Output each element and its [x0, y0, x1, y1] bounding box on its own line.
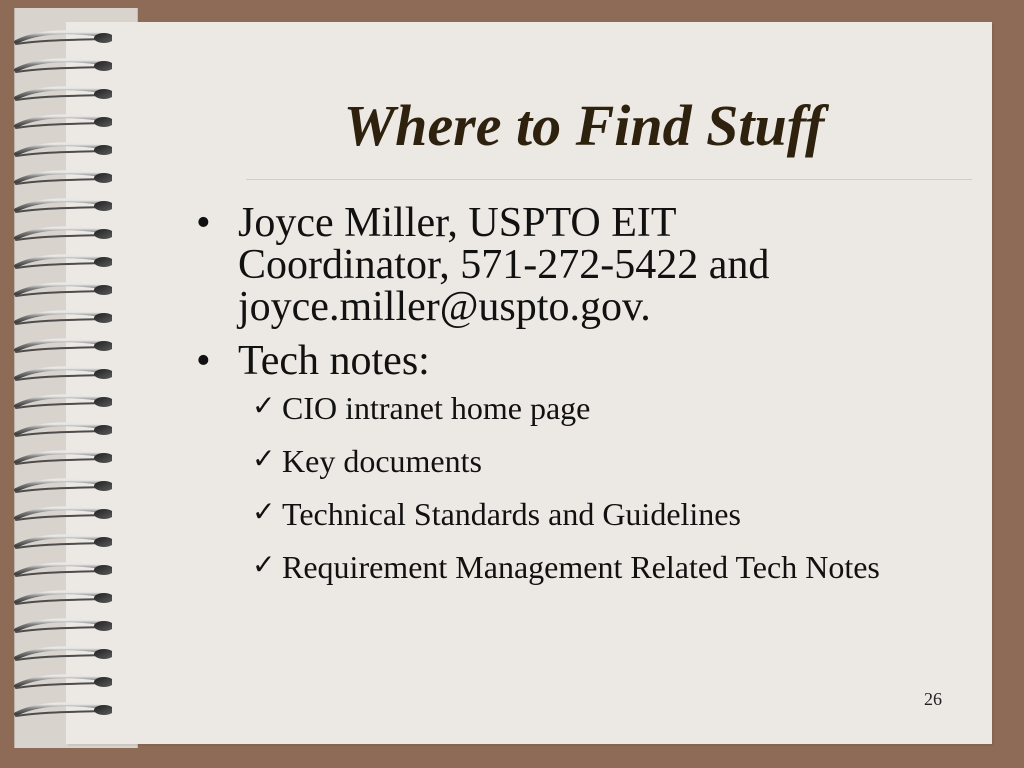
- tech-note-item-technical-standards: [252, 495, 966, 551]
- bullet-tech-notes: [196, 340, 966, 382]
- bullet-joyce-miller: [196, 202, 966, 328]
- bullet-dot-icon: •: [196, 200, 211, 246]
- spiral-ring: [16, 480, 112, 492]
- spiral-ring: [16, 256, 112, 268]
- spiral-ring: [16, 116, 112, 128]
- spiral-ring: [16, 368, 112, 380]
- title-divider: [246, 179, 972, 180]
- spiral-ring: [16, 424, 112, 436]
- spiral-ring: [16, 144, 112, 156]
- tech-note-item-requirement-management: [252, 548, 966, 604]
- spiral-ring: [16, 648, 112, 660]
- spiral-ring: [16, 228, 112, 240]
- check-mark-icon: ✓: [252, 389, 276, 422]
- slide-page: [66, 22, 992, 744]
- spiral-ring: [16, 200, 112, 212]
- spiral-binding-icon: [12, 28, 112, 740]
- spiral-ring: [16, 620, 112, 632]
- spiral-ring: [16, 396, 112, 408]
- tech-note-item-technical-standards-text: Technical Standards and Guidelines: [282, 496, 741, 532]
- spiral-ring: [16, 452, 112, 464]
- spiral-ring: [16, 508, 112, 520]
- slide-content: [196, 202, 966, 604]
- page-number: 26: [924, 689, 942, 709]
- bullet-dot-icon: •: [196, 338, 211, 384]
- spiral-ring: [16, 536, 112, 548]
- spiral-ring: [16, 172, 112, 184]
- spiral-ring: [16, 340, 112, 352]
- tech-note-item-cio-intranet-text: CIO intranet home page: [282, 390, 591, 426]
- spiral-ring: [16, 704, 112, 716]
- check-mark-icon: ✓: [252, 495, 276, 528]
- spiral-ring: [16, 60, 112, 72]
- check-mark-icon: ✓: [252, 548, 276, 581]
- tech-note-item-key-documents: [252, 442, 966, 498]
- spiral-ring: [16, 312, 112, 324]
- spiral-ring: [16, 592, 112, 604]
- bullet-joyce-miller-text: Joyce Miller, USPTO EIT Coordinator, 571-272-5422 and joyce.miller@uspto.gov.: [238, 200, 770, 330]
- tech-note-item-requirement-management-text: Requirement Management Related Tech Notes: [282, 549, 880, 585]
- check-mark-icon: ✓: [252, 442, 276, 475]
- title-area: [196, 72, 972, 180]
- spiral-rings: [16, 32, 112, 716]
- tech-notes-list: [252, 389, 966, 604]
- tech-note-item-cio-intranet: [252, 389, 966, 445]
- spiral-ring: [16, 564, 112, 576]
- spiral-binding-graphic: [12, 28, 112, 740]
- bullet-tech-notes-text: Tech notes:: [238, 338, 430, 384]
- spiral-ring: [16, 88, 112, 100]
- spiral-ring: [16, 284, 112, 296]
- spiral-ring: [16, 676, 112, 688]
- tech-note-item-key-documents-text: Key documents: [282, 443, 482, 479]
- spiral-ring: [16, 32, 112, 44]
- slide-title: Where to Find Stuff: [343, 93, 825, 158]
